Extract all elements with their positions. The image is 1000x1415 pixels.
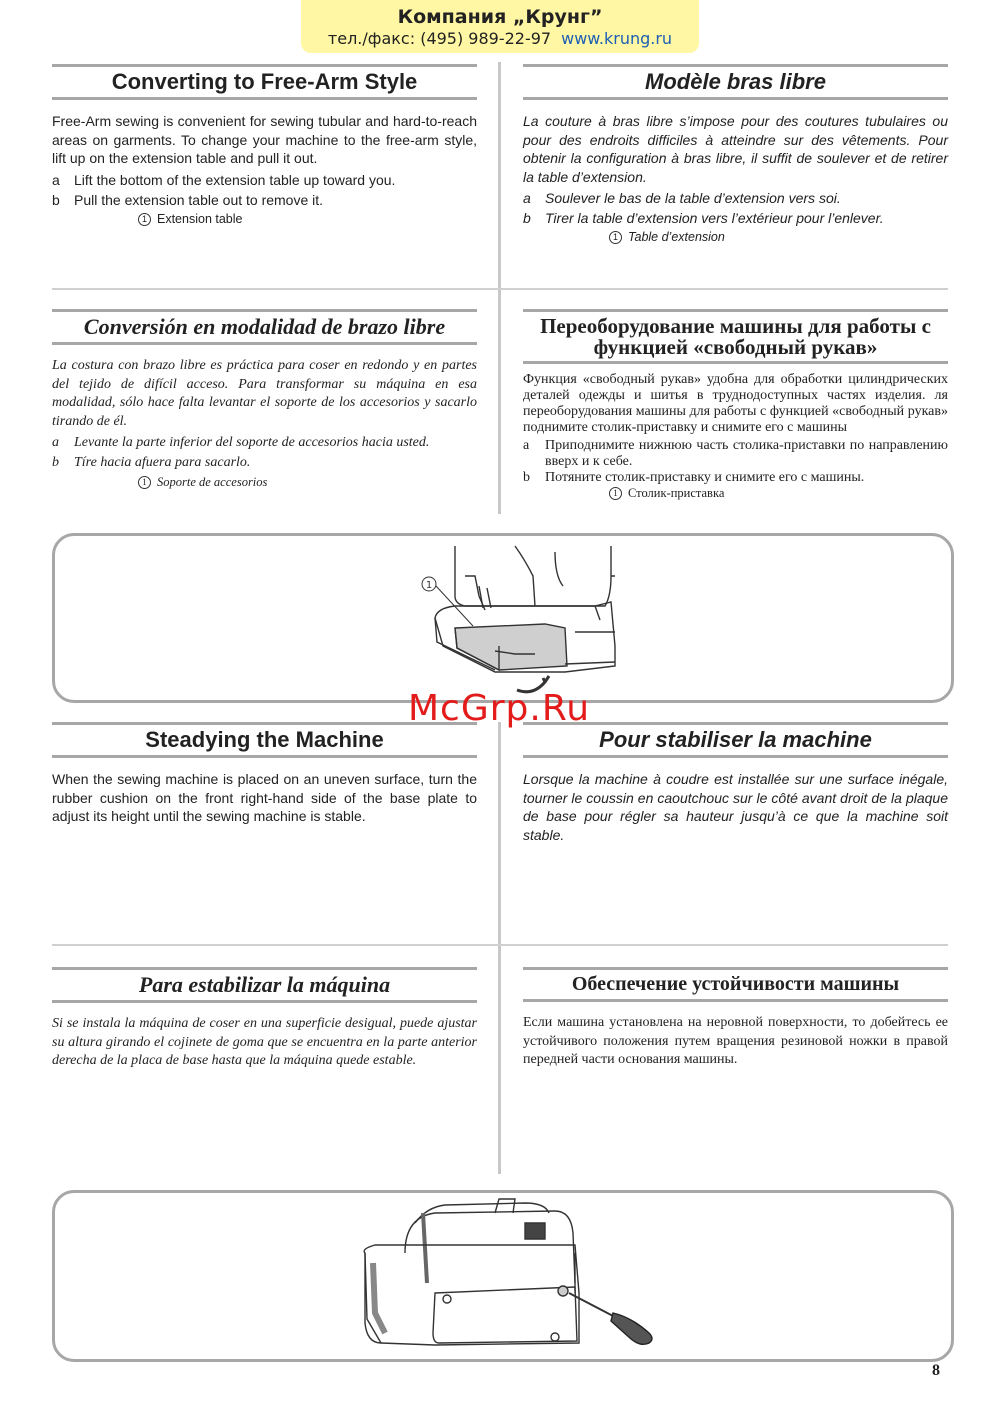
step-text: Lift the bottom of the extension table up toward you. xyxy=(74,171,396,188)
website-link[interactable]: www.krung.ru xyxy=(561,29,673,48)
legend-text: Столик-приставка xyxy=(628,486,725,500)
figure-legend xyxy=(138,210,477,228)
step-letter: a xyxy=(52,171,60,188)
step-text: Tirer la table d’extension vers l’extérieur pour l’enlever. xyxy=(545,210,884,226)
column-divider-bottom xyxy=(498,722,501,1174)
section-en-steadying xyxy=(52,722,477,826)
section-title: Обеспечение устойчивости машины xyxy=(523,967,948,1002)
step-item xyxy=(523,438,948,470)
callout-number: 1 xyxy=(138,476,151,489)
contact-line xyxy=(301,28,699,50)
step-letter: b xyxy=(523,210,531,226)
step-text: Tíre hacia afuera para sacarlo. xyxy=(74,455,251,470)
step-text: Приподнимите нижнюю часть столика-приставки по направлению вверх и к себе. xyxy=(545,438,948,469)
section-body: Si se instala la máquina de coser en una superficie desigual, puede ajustar su altura girando el cojinete de goma que se encuentra en la parte anterior derecha de la placa de base hasta que la máquina quede estable. xyxy=(52,1016,477,1068)
section-title: Conversión en modalidad de brazo libre xyxy=(52,309,477,345)
step-list xyxy=(52,170,477,210)
section-body: Если машина установлена на неровной поверхности, то добейтесь ее устойчивого положения путем вращения резиновой ножки в правой передней части основания машины. xyxy=(523,1015,948,1067)
step-text: Потяните столик-приставку и снимите его с машины. xyxy=(545,470,865,485)
figure-legend xyxy=(609,486,948,501)
section-body: When the sewing machine is placed on an uneven surface, turn the rubber cushion on the front right-hand side of the base plate to adjust its height until the sewing machine is stable. xyxy=(52,771,477,824)
section-ru-free-arm xyxy=(523,309,948,501)
section-body: Функция «свободный рукав» удобна для обработки цилиндрических деталей одежды и шитья в труднодоступных частях изделия. ля переоборудования машины для работы с функцией «свободный рукав» поднимите столик-приставку и снимите его с машины xyxy=(523,372,948,435)
step-item xyxy=(52,170,477,190)
page-number: 8 xyxy=(932,1362,940,1379)
step-text: Pull the extension table out to remove it. xyxy=(74,191,324,208)
step-item xyxy=(52,433,477,453)
phone-number: тел./факс: (495) 989-22-97 xyxy=(327,29,552,48)
figure-legend xyxy=(609,228,948,246)
section-es-brazo-libre xyxy=(52,309,477,491)
section-title: Para estabilizar la máquina xyxy=(52,967,477,1003)
step-item xyxy=(52,190,477,210)
section-title: Modèle bras libre xyxy=(523,64,948,100)
step-item xyxy=(523,208,948,228)
row-divider-top xyxy=(52,288,948,290)
section-title: Steadying the Machine xyxy=(52,722,477,758)
step-list xyxy=(523,438,948,486)
section-body: La couture à bras libre s’impose pour des coutures tubulaires ou pour des endroits difficiles à atteindre sur des vêtements. Pour obtenir la configuration à bras libre, il suffit de soulever et de retirer la table d’extension. xyxy=(523,113,948,185)
step-text: Soulever le bas de la table d’extension vers soi. xyxy=(545,190,841,206)
step-item xyxy=(52,453,477,473)
figure-extension-table xyxy=(52,533,954,703)
step-text: Levante la parte inferior del soporte de accesorios hacia usted. xyxy=(74,435,430,450)
callout-number: 1 xyxy=(609,487,622,500)
sewing-machine-base-illustration xyxy=(55,1193,951,1359)
step-letter: b xyxy=(52,191,60,208)
legend-text: Table d’extension xyxy=(628,230,725,244)
section-fr-bras-libre xyxy=(523,64,948,246)
step-letter: b xyxy=(523,470,530,485)
step-list xyxy=(523,188,948,228)
callout-number: 1 xyxy=(425,580,433,591)
sewing-machine-extension-illustration xyxy=(55,536,951,700)
step-letter: a xyxy=(523,438,530,453)
callout-number: 1 xyxy=(609,231,622,244)
figure-legend xyxy=(138,473,477,491)
company-name: Компания „Крунг” xyxy=(397,6,603,28)
section-body: Lorsque la machine à coudre est installée sur une surface inégale, tourner le coussin en caoutchouc sur le côté avant droit de la plaque de base pour régler sa hauteur jusqu’à ce que la machine soit stable. xyxy=(523,771,948,843)
step-item xyxy=(523,470,948,486)
section-title: Pour stabiliser la machine xyxy=(523,722,948,758)
section-ru-stability xyxy=(523,967,948,1070)
row-divider-bottom xyxy=(52,944,948,946)
section-body: Free-Arm sewing is convenient for sewing tubular and hard-to-reach areas on garments. To change your machine to the free-arm style, lift up on the extension table and pull it out. xyxy=(52,113,477,166)
step-letter: b xyxy=(52,455,59,470)
legend-text: Soporte de accesorios xyxy=(157,475,268,489)
step-list xyxy=(52,433,477,473)
step-item xyxy=(523,188,948,208)
step-letter: a xyxy=(52,435,59,450)
section-title: Converting to Free-Arm Style xyxy=(52,64,477,100)
legend-text: Extension table xyxy=(157,211,243,226)
callout-number: 1 xyxy=(138,213,151,226)
figure-rubber-cushion xyxy=(52,1190,954,1362)
section-fr-stabiliser xyxy=(523,722,948,844)
section-es-estabilizar xyxy=(52,967,477,1071)
section-title: Переоборудование машины для работы с функцией «свободный рукав» xyxy=(523,309,948,364)
section-body: La costura con brazo libre es práctica para coser en redondo y en partes del tejido de difícil acceso. Para transformar su máquina en esa modalidad, sólo hace falta levantar el soporte de los accesorios y sacarlo tirando de él. xyxy=(52,358,477,429)
step-letter: a xyxy=(523,190,531,206)
watermark: McGrp.Ru xyxy=(408,688,591,729)
section-en-free-arm xyxy=(52,64,477,228)
contact-banner xyxy=(301,0,699,53)
